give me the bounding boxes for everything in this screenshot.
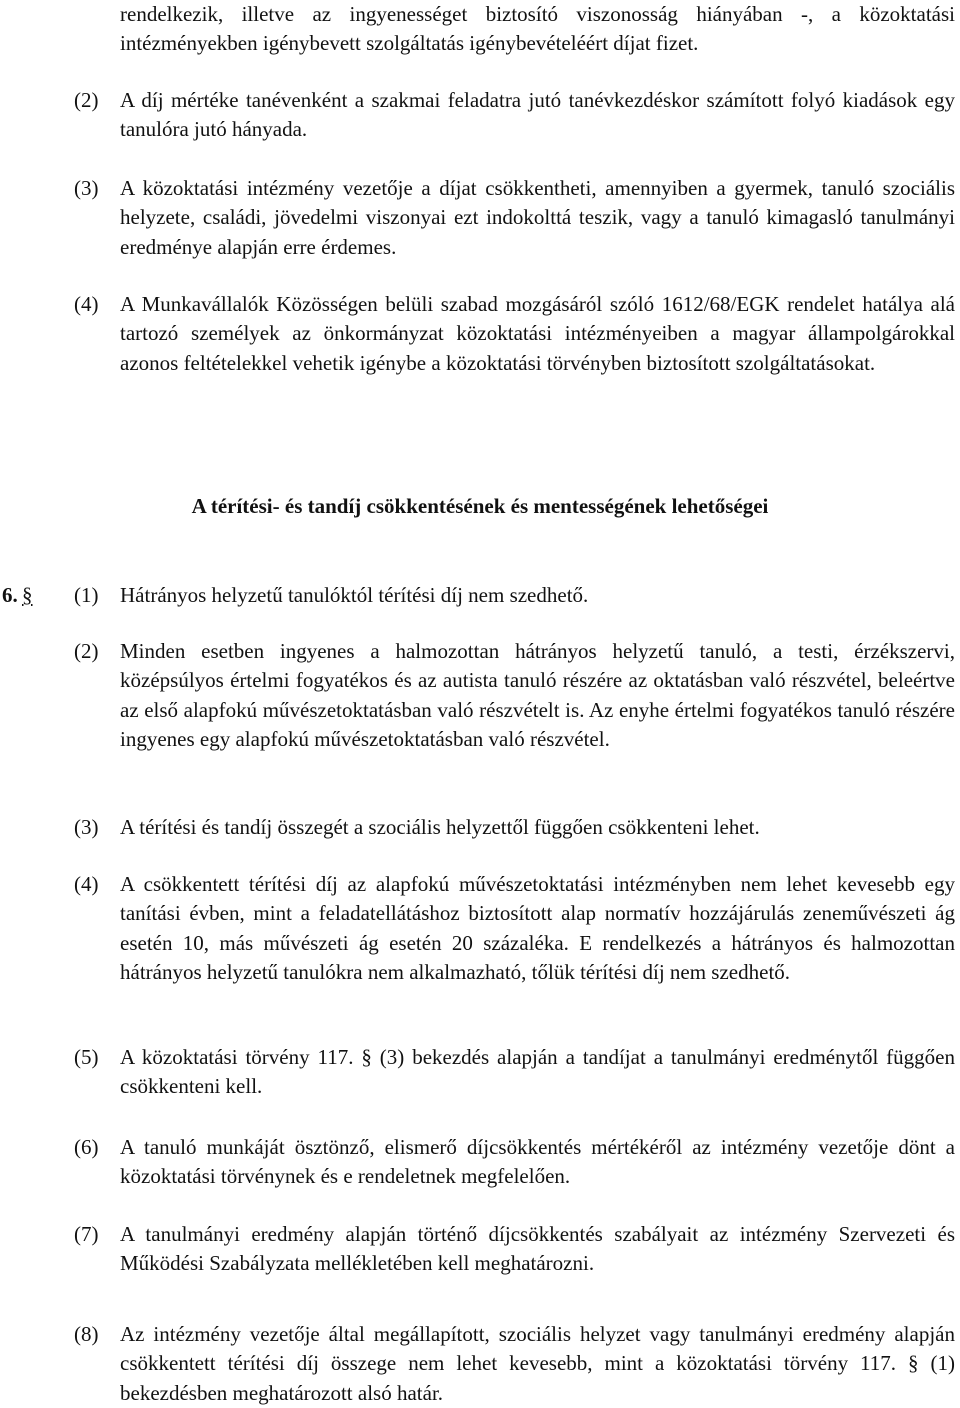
paragraph-number: (1) bbox=[74, 583, 99, 607]
paragraph-number: (3) bbox=[74, 176, 99, 200]
section-paragraph-7 bbox=[74, 1220, 955, 1279]
paragraph-text: A térítési és tandíj összegét a szociális helyzettől függően csökkenteni lehet. bbox=[120, 815, 760, 839]
paragraph-number: (2) bbox=[74, 88, 99, 112]
paragraph-text: A közoktatási intézmény vezetője a díjat csökkentheti, amennyiben a gyermek, tanuló szociális helyzete, családi, jövedelmi viszonyai ezt indokolttá teszik, vagy a tanuló kimagasló tanulmányi eredménye alapján erre érdemes. bbox=[120, 176, 955, 259]
paragraph-number: (3) bbox=[74, 815, 99, 839]
paragraph-2 bbox=[74, 86, 955, 145]
paragraph-text: A közoktatási törvény 117. § (3) bekezdés alapján a tandíjat a tanulmányi eredménytől függően csökkenteni kell. bbox=[120, 1045, 955, 1099]
paragraph-3 bbox=[74, 174, 955, 262]
section-paragraph-4 bbox=[74, 870, 955, 988]
paragraph-number: (2) bbox=[74, 639, 99, 663]
paragraph-text: A tanuló munkáját ösztönző, elismerő díjcsökkentés mértékéről az intézmény vezetője dönt a közoktatási törvénynek és e rendeletnek megfelelően. bbox=[120, 1135, 955, 1189]
section-paragraph-2 bbox=[74, 637, 955, 755]
section-paragraph-8 bbox=[74, 1320, 955, 1408]
paragraph-continuation bbox=[120, 0, 955, 59]
section-symbol: § bbox=[22, 583, 33, 607]
section-number: 6. bbox=[2, 583, 18, 607]
paragraph-number: (7) bbox=[74, 1222, 99, 1246]
paragraph-text: A Munkavállalók Közösségen belüli szabad mozgásáról szóló 1612/68/EGK rendelet hatálya alá tartozó személyek az önkormányzat közoktatási intézményeiben a magyar állampolgárokkal azonos feltételekkel vehetik igénybe a közoktatási törvényben biztosított szolgáltatásokat. bbox=[120, 292, 955, 375]
paragraph-text: A tanulmányi eredmény alapján történő díjcsökkentés szabályait az intézmény Szervezeti és Működési Szabályzata mellékletében kell meghatározni. bbox=[120, 1222, 955, 1276]
paragraph-text: A csökkentett térítési díj az alapfokú művészetoktatási intézményben nem lehet kevesebb egy tanítási évben, mint a feladatellátáshoz biztosított alap normatív hozzájárulás zeneművészeti ág esetén 10, más művészeti ág esetén 20 százaléka. E rendelkezés a hátrányos és halmozottan hátrányos helyzetű tanulókra nem alkalmazható, tőlük térítési díj nem szedhető. bbox=[120, 872, 955, 985]
paragraph-text: Minden esetben ingyenes a halmozottan hátrányos helyzetű tanuló, a testi, érzékszervi, középsúlyos értelmi fogyatékos és az autista tanuló részére az oktatásban való részvétel, beleértve az első alapfokú művészetoktatásban való részvételt is. Az enyhe értelmi fogyatékos tanuló részére ingyenes egy alapfokú művészetoktatásban való részvétel. bbox=[120, 639, 955, 752]
paragraph-text: rendelkezik, illetve az ingyenességet biztosító viszonosság hiányában -, a közoktatási intézményekben igénybevett szolgáltatás igénybevételéért díjat fizet. bbox=[120, 2, 955, 56]
paragraph-text: Az intézmény vezetője által megállapított, szociális helyzet vagy tanulmányi eredmény alapján csökkentett térítési díj összege nem lehet kevesebb, mint a közoktatási törvény 117. § (1) bekezdésben meghatározott alsó határ. bbox=[120, 1322, 955, 1405]
paragraph-number: (6) bbox=[74, 1135, 99, 1159]
paragraph-number: (8) bbox=[74, 1322, 99, 1346]
paragraph-number: (4) bbox=[74, 292, 99, 316]
paragraph-4 bbox=[74, 290, 955, 378]
section-heading: A térítési- és tandíj csökkentésének és mentességének lehetőségei bbox=[191, 494, 769, 518]
section-paragraph-6 bbox=[74, 1133, 955, 1192]
section-paragraph-5 bbox=[74, 1043, 955, 1102]
paragraph-number: (4) bbox=[74, 872, 99, 896]
section-paragraph-1 bbox=[74, 581, 955, 610]
paragraph-text: A díj mértéke tanévenként a szakmai feladatra jutó tanévkezdéskor számított folyó kiadások egy tanulóra jutó hányada. bbox=[120, 88, 955, 142]
paragraph-text: Hátrányos helyzetű tanulóktól térítési díj nem szedhető. bbox=[120, 583, 589, 607]
section-paragraph-3 bbox=[74, 813, 955, 842]
paragraph-number: (5) bbox=[74, 1045, 99, 1069]
